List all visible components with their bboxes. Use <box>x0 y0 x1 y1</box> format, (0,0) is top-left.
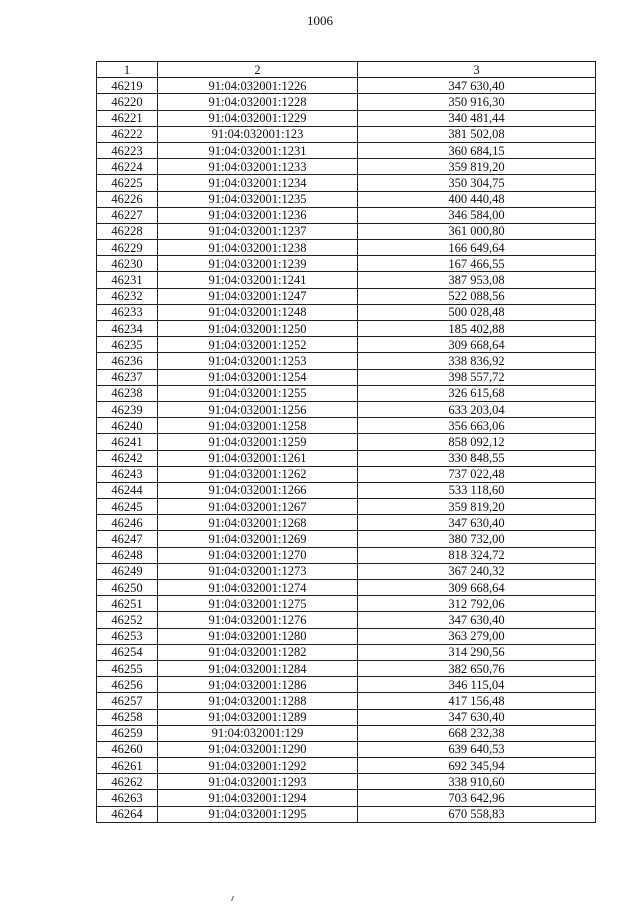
row-number-cell: 46219 <box>97 78 158 94</box>
column-header-2: 2 <box>158 62 358 78</box>
value-cell: 326 615,68 <box>358 385 596 401</box>
value-cell: 670 558,83 <box>358 806 596 822</box>
row-number-cell: 46232 <box>97 288 158 304</box>
cadastral-number-cell: 91:04:032001:1276 <box>158 612 358 628</box>
row-number-cell: 46231 <box>97 272 158 288</box>
cadastral-number-cell: 91:04:032001:1241 <box>158 272 358 288</box>
row-number-cell: 46230 <box>97 256 158 272</box>
value-cell: 330 848,55 <box>358 450 596 466</box>
value-cell: 639 640,53 <box>358 741 596 757</box>
value-cell: 185 402,88 <box>358 321 596 337</box>
value-cell: 350 916,30 <box>358 94 596 110</box>
row-number-cell: 46251 <box>97 596 158 612</box>
table-row <box>97 78 596 94</box>
page-number: 1006 <box>307 13 333 28</box>
row-number-cell: 46249 <box>97 563 158 579</box>
row-number-cell: 46261 <box>97 758 158 774</box>
cadastral-number-cell: 91:04:032001:1270 <box>158 547 358 563</box>
row-number-cell: 46223 <box>97 142 158 158</box>
value-cell: 359 819,20 <box>358 499 596 515</box>
cadastral-number-cell: 91:04:032001:1234 <box>158 175 358 191</box>
value-cell: 387 953,08 <box>358 272 596 288</box>
cadastral-number-cell: 91:04:032001:1255 <box>158 385 358 401</box>
table-row <box>97 159 596 175</box>
header-row <box>97 62 596 78</box>
table-row <box>97 418 596 434</box>
cadastral-number-cell: 91:04:032001:1284 <box>158 660 358 676</box>
row-number-cell: 46247 <box>97 531 158 547</box>
row-number-cell: 46264 <box>97 806 158 822</box>
table-row <box>97 94 596 110</box>
row-number-cell: 46228 <box>97 223 158 239</box>
table-body <box>97 78 596 823</box>
table-row <box>97 256 596 272</box>
row-number-cell: 46240 <box>97 418 158 434</box>
row-number-cell: 46233 <box>97 304 158 320</box>
row-number-cell: 46256 <box>97 677 158 693</box>
value-cell: 312 792,06 <box>358 596 596 612</box>
value-cell: 400 440,48 <box>358 191 596 207</box>
table-row <box>97 401 596 417</box>
row-number-cell: 46237 <box>97 369 158 385</box>
value-cell: 338 910,60 <box>358 774 596 790</box>
table-row <box>97 450 596 466</box>
value-cell: 347 630,40 <box>358 78 596 94</box>
row-number-cell: 46244 <box>97 482 158 498</box>
cadastral-number-cell: 91:04:032001:1239 <box>158 256 358 272</box>
cadastral-number-cell: 91:04:032001:1247 <box>158 288 358 304</box>
row-number-cell: 46252 <box>97 612 158 628</box>
value-cell: 737 022,48 <box>358 466 596 482</box>
value-cell: 309 668,64 <box>358 580 596 596</box>
table-row <box>97 466 596 482</box>
table-row <box>97 677 596 693</box>
row-number-cell: 46229 <box>97 240 158 256</box>
value-cell: 346 115,04 <box>358 677 596 693</box>
cadastral-number-cell: 91:04:032001:1250 <box>158 321 358 337</box>
table-row <box>97 288 596 304</box>
row-number-cell: 46257 <box>97 693 158 709</box>
value-cell: 338 836,92 <box>358 353 596 369</box>
column-header-1: 1 <box>97 62 158 78</box>
row-number-cell: 46241 <box>97 434 158 450</box>
table-row <box>97 806 596 822</box>
value-cell: 522 088,56 <box>358 288 596 304</box>
row-number-cell: 46234 <box>97 321 158 337</box>
cadastral-number-cell: 91:04:032001:1280 <box>158 628 358 644</box>
row-number-cell: 46243 <box>97 466 158 482</box>
row-number-cell: 46260 <box>97 741 158 757</box>
value-cell: 360 684,15 <box>358 142 596 158</box>
row-number-cell: 46235 <box>97 337 158 353</box>
cadastral-number-cell: 91:04:032001:1275 <box>158 596 358 612</box>
cadastral-number-cell: 91:04:032001:1289 <box>158 709 358 725</box>
cadastral-number-cell: 91:04:032001:1228 <box>158 94 358 110</box>
cadastral-number-cell: 91:04:032001:1256 <box>158 401 358 417</box>
cadastral-number-cell: 91:04:032001:1290 <box>158 741 358 757</box>
cadastral-number-cell: 91:04:032001:1231 <box>158 142 358 158</box>
table-row <box>97 223 596 239</box>
table-row <box>97 515 596 531</box>
row-number-cell: 46263 <box>97 790 158 806</box>
cadastral-number-cell: 91:04:032001:1261 <box>158 450 358 466</box>
table-row <box>97 191 596 207</box>
table-row <box>97 660 596 676</box>
row-number-cell: 46254 <box>97 644 158 660</box>
value-cell: 347 630,40 <box>358 515 596 531</box>
cadastral-number-cell: 91:04:032001:1294 <box>158 790 358 806</box>
cadastral-value-table <box>96 61 596 823</box>
column-header-3: 3 <box>358 62 596 78</box>
cadastral-number-cell: 91:04:032001:129 <box>158 725 358 741</box>
value-cell: 382 650,76 <box>358 660 596 676</box>
table-row <box>97 547 596 563</box>
cadastral-number-cell: 91:04:032001:1293 <box>158 774 358 790</box>
table-row <box>97 207 596 223</box>
value-cell: 380 732,00 <box>358 531 596 547</box>
value-cell: 361 000,80 <box>358 223 596 239</box>
row-number-cell: 46226 <box>97 191 158 207</box>
table-row <box>97 774 596 790</box>
value-cell: 167 466,55 <box>358 256 596 272</box>
cadastral-number-cell: 91:04:032001:1273 <box>158 563 358 579</box>
row-number-cell: 46250 <box>97 580 158 596</box>
table-row <box>97 126 596 142</box>
value-cell: 367 240,32 <box>358 563 596 579</box>
row-number-cell: 46225 <box>97 175 158 191</box>
cadastral-number-cell: 91:04:032001:1226 <box>158 78 358 94</box>
cadastral-number-cell: 91:04:032001:1282 <box>158 644 358 660</box>
value-cell: 346 584,00 <box>358 207 596 223</box>
value-cell: 703 642,96 <box>358 790 596 806</box>
value-cell: 359 819,20 <box>358 159 596 175</box>
value-cell: 363 279,00 <box>358 628 596 644</box>
cadastral-number-cell: 91:04:032001:1233 <box>158 159 358 175</box>
table-row <box>97 304 596 320</box>
value-cell: 314 290,56 <box>358 644 596 660</box>
table-row <box>97 321 596 337</box>
value-cell: 417 156,48 <box>358 693 596 709</box>
table-row <box>97 499 596 515</box>
value-cell: 500 028,48 <box>358 304 596 320</box>
value-cell: 858 092,12 <box>358 434 596 450</box>
value-cell: 692 345,94 <box>358 758 596 774</box>
row-number-cell: 46236 <box>97 353 158 369</box>
cadastral-number-cell: 91:04:032001:1252 <box>158 337 358 353</box>
table-row <box>97 142 596 158</box>
cadastral-number-cell: 91:04:032001:1254 <box>158 369 358 385</box>
table-row <box>97 482 596 498</box>
cadastral-number-cell: 91:04:032001:123 <box>158 126 358 142</box>
row-number-cell: 46255 <box>97 660 158 676</box>
row-number-cell: 46246 <box>97 515 158 531</box>
row-number-cell: 46259 <box>97 725 158 741</box>
row-number-cell: 46245 <box>97 499 158 515</box>
value-cell: 381 502,08 <box>358 126 596 142</box>
cadastral-number-cell: 91:04:032001:1253 <box>158 353 358 369</box>
row-number-cell: 46238 <box>97 385 158 401</box>
value-cell: 633 203,04 <box>358 401 596 417</box>
cadastral-number-cell: 91:04:032001:1274 <box>158 580 358 596</box>
cadastral-number-cell: 91:04:032001:1248 <box>158 304 358 320</box>
table-row <box>97 644 596 660</box>
row-number-cell: 46222 <box>97 126 158 142</box>
row-number-cell: 46242 <box>97 450 158 466</box>
table-row <box>97 240 596 256</box>
value-cell: 398 557,72 <box>358 369 596 385</box>
row-number-cell: 46221 <box>97 110 158 126</box>
value-cell: 340 481,44 <box>358 110 596 126</box>
value-cell: 533 118,60 <box>358 482 596 498</box>
row-number-cell: 46239 <box>97 401 158 417</box>
table-row <box>97 272 596 288</box>
table-row <box>97 385 596 401</box>
table-row <box>97 580 596 596</box>
table-row <box>97 709 596 725</box>
table-row <box>97 353 596 369</box>
table-row <box>97 741 596 757</box>
cadastral-number-cell: 91:04:032001:1235 <box>158 191 358 207</box>
row-number-cell: 46248 <box>97 547 158 563</box>
value-cell: 347 630,40 <box>358 612 596 628</box>
row-number-cell: 46258 <box>97 709 158 725</box>
cadastral-number-cell: 91:04:032001:1267 <box>158 499 358 515</box>
cadastral-number-cell: 91:04:032001:1229 <box>158 110 358 126</box>
table-row <box>97 628 596 644</box>
cadastral-number-cell: 91:04:032001:1236 <box>158 207 358 223</box>
row-number-cell: 46224 <box>97 159 158 175</box>
table-row <box>97 758 596 774</box>
cadastral-number-cell: 91:04:032001:1269 <box>158 531 358 547</box>
value-cell: 356 663,06 <box>358 418 596 434</box>
cadastral-number-cell: 91:04:032001:1237 <box>158 223 358 239</box>
row-number-cell: 46253 <box>97 628 158 644</box>
row-number-cell: 46262 <box>97 774 158 790</box>
row-number-cell: 46220 <box>97 94 158 110</box>
table-row <box>97 369 596 385</box>
table-row <box>97 337 596 353</box>
value-cell: 350 304,75 <box>358 175 596 191</box>
stray-pen-mark <box>231 896 237 901</box>
value-cell: 309 668,64 <box>358 337 596 353</box>
table-row <box>97 434 596 450</box>
cadastral-number-cell: 91:04:032001:1286 <box>158 677 358 693</box>
table-row <box>97 110 596 126</box>
cadastral-number-cell: 91:04:032001:1259 <box>158 434 358 450</box>
table-row <box>97 596 596 612</box>
cadastral-number-cell: 91:04:032001:1292 <box>158 758 358 774</box>
cadastral-number-cell: 91:04:032001:1268 <box>158 515 358 531</box>
table-row <box>97 175 596 191</box>
table-row <box>97 790 596 806</box>
value-cell: 166 649,64 <box>358 240 596 256</box>
cadastral-number-cell: 91:04:032001:1295 <box>158 806 358 822</box>
table-row <box>97 531 596 547</box>
row-number-cell: 46227 <box>97 207 158 223</box>
table-row <box>97 693 596 709</box>
table-row <box>97 725 596 741</box>
cadastral-number-cell: 91:04:032001:1266 <box>158 482 358 498</box>
cadastral-number-cell: 91:04:032001:1262 <box>158 466 358 482</box>
cadastral-number-cell: 91:04:032001:1258 <box>158 418 358 434</box>
value-cell: 668 232,38 <box>358 725 596 741</box>
table-header <box>97 62 596 78</box>
cadastral-number-cell: 91:04:032001:1238 <box>158 240 358 256</box>
table-row <box>97 563 596 579</box>
cadastral-number-cell: 91:04:032001:1288 <box>158 693 358 709</box>
table-row <box>97 612 596 628</box>
value-cell: 347 630,40 <box>358 709 596 725</box>
value-cell: 818 324,72 <box>358 547 596 563</box>
